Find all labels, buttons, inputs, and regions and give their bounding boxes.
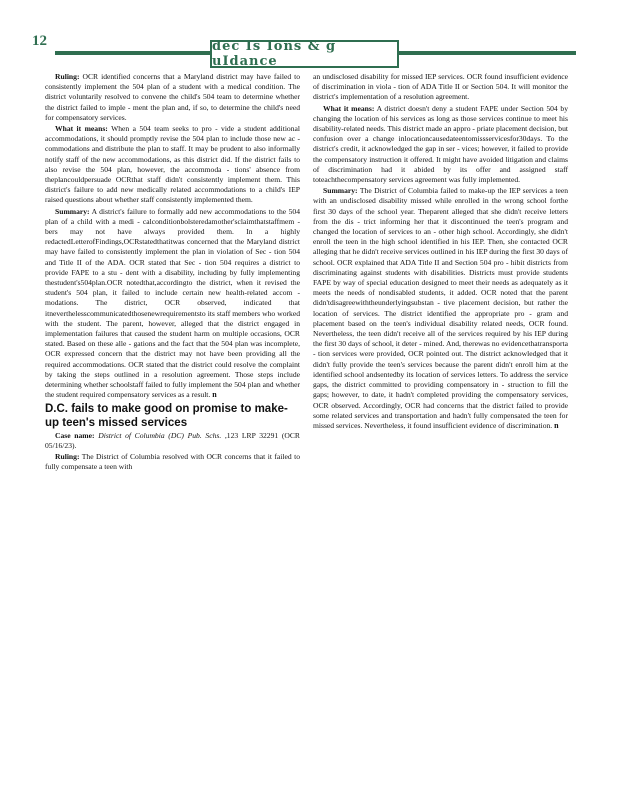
case-name-paragraph [45, 431, 300, 451]
ruling2-text: The District of Columbia resolved with OCR concerns that it failed to fully compensate a teen with [45, 451, 300, 472]
ruling2-continued [313, 72, 568, 103]
what-it-means-paragraph [45, 124, 300, 206]
right-column [313, 72, 568, 432]
end-mark-2: n [554, 420, 559, 430]
what-it-means-text-2: A district doesn't deny a student FAPE under Section 504 by changing the location of his services as long as those services continue to meet his disability-related needs. This district made an appro - priate placement decision, but confusion over a change inlocationcausedateentomissservicesfor30days. To the district's credit, it acknowledged the gap in ser - vices; however, it failed to provide the compensatory instruction it offered. It might have avoided litigation and claims of discrimination had it abided by its offer and assigned staff toteachthecompensatory services agreement was fully implemented. [313, 103, 568, 185]
what-it-means-text: When a 504 team seeks to pro - vide a student additional accommodations, it should promptly revise the 504 plan to include those new ac - commodations and distribute the plan to staff. It may be prudent to also informally notify staff of the new accommodations, as this district did. If the district fails to also revise the 504 plan, however, the accommoda - tions' absence from theplancouldpersuade OCRthat staff didn't consistently implement them. This district's failure to add new medically related accommodations to a child's IEP raised questions about whether staff consistently implemented them. [45, 124, 301, 205]
summary-text: A district's failure to formally add new accommodations to the 504 plan of a child with a medi - calconditionbolsteredamother'sclaimthatstaffmem - bers may not have always provided them. In a highly redactedLetterofFindings,OCRstatedthatitwas concerned that the Maryland district may have failed to consistently implement the plan in violation of Sec - tion 504 and Title II of the ADA. OCR stated that Sec - tion 504 requires a district to provide FAPE to a stu - dent with a disability, including by fully implementing thestudent's504plan.OCR notedthat,accordingto the district, when it revised the student's 504 plan, it failed to include certain new health-related accom - modations. The district, OCR observed, indicated that itneverthelesscommunicatedthosenewrequirementsto its staff members who worked with the student. The parent, however, alleged that the district engaged in implementation failures that caused the student harm on multiple occasions, OCR stated. Based on these alle - gations and the fact that the 504 plan was incomplete, OCR expressed concern that the district may not have been providing all the required accommodations. OCR stated that the district could resolve the complaint by taking the steps outlined in a resolution agreement. Those steps include determining whether schoolstaff failed to fully implement the 504 plan and whether the student required compensatory services as a result. [45, 206, 300, 400]
ruling2-continued-text: an undisclosed disability for missed IEP services. OCR found insufficient evidence of discrimination in viola - tion of ADA Title II or Section 504. It will monitor the district's implementation of a resolution agreement. [313, 72, 568, 102]
ruling2-paragraph [45, 452, 300, 472]
ruling-text: OCR identified concerns that a Maryland district may have failed to consistently implement the 504 plan of a student with a medical condition. The district voluntarily resolved to convene the child's 504 team to determine whether the district failed to imple - ment the plan and, if so, to determine the child's need for compensatory services. [45, 72, 301, 122]
page-number: 12 [32, 33, 47, 49]
summary-label: Summary: [55, 206, 90, 216]
what-it-means-paragraph-2 [313, 104, 568, 186]
case-citation: ,123 LRP 32291 (OCR 05/16/23). [45, 430, 300, 450]
left-column [45, 72, 300, 473]
what-it-means-label-2: What it means: [323, 103, 375, 113]
what-it-means-label: What it means: [55, 124, 108, 134]
story-title: D.C. fails to make good on promise to make-up teen's missed services [45, 402, 288, 429]
summary-paragraph-2 [313, 186, 568, 431]
summary-text-2: The District of Columbia failed to make-up the IEP services a teen with an undisclosed disability missed while enrolled in the wrong school forthe first 30 days of the school year. Theparent alleged that she didn't receive letters from the dis - trict informing her that it discontinued the teen's program and changed the location of services to an - other high school. Accordingly, she didn't enroll the teen in the high school identified in his IEP. Then, she contacted OCR alleging that he didn't receive services outlined in his IEP during the first 30 days of school. OCR explained that ADA Title II and Section 504 pro - hibit districts from discriminating against students with disabilities. Districts must provide students FAPE by way of special education designed to meet their needs as adequately as it meets the needs of nondisabled students, it added. OCR noted that the parent didn'tdisagreewiththeunderlyingsubstan - tive placement decision, but rather the location of services. The district identified the appropriate pro - gram and placement based on the teen's individual disability related needs, OCR found. Nevertheless, the teen didn't receive all of the services required by his IEP during the first 30 days of school, it deter - mined. And, therewas no evidencethatransporta - tion services were provided, OCR pointed out. The district acknowledged that it didn't fully provide the teen's services because the parent didn't enroll him at the identified school andsentedby its location of services letters. To address the service gaps, the district committed to providing compensatory in - struction to fill the gaps; however, to date, it hadn't completed providing the compensatory services, OCR observed. Accordingly, OCR had concerns that the district failed to provide some related services and transportation and hadn't fully compensated the teen for missed services. Nevertheless, it found insufficient evidence of discrimination. [313, 186, 568, 430]
end-mark: n [212, 390, 217, 400]
case-name-label: Case name: [55, 430, 95, 440]
section-title: dec Is Ions & g uIdance [210, 40, 399, 68]
summary-paragraph [45, 207, 300, 401]
ruling-paragraph [45, 72, 300, 123]
ruling2-label: Ruling: [55, 451, 80, 461]
case-name: District of Columbia (DC) Pub. Schs. [98, 430, 222, 440]
ruling-label: Ruling: [55, 72, 80, 81]
summary-label-2: Summary: [323, 186, 358, 196]
